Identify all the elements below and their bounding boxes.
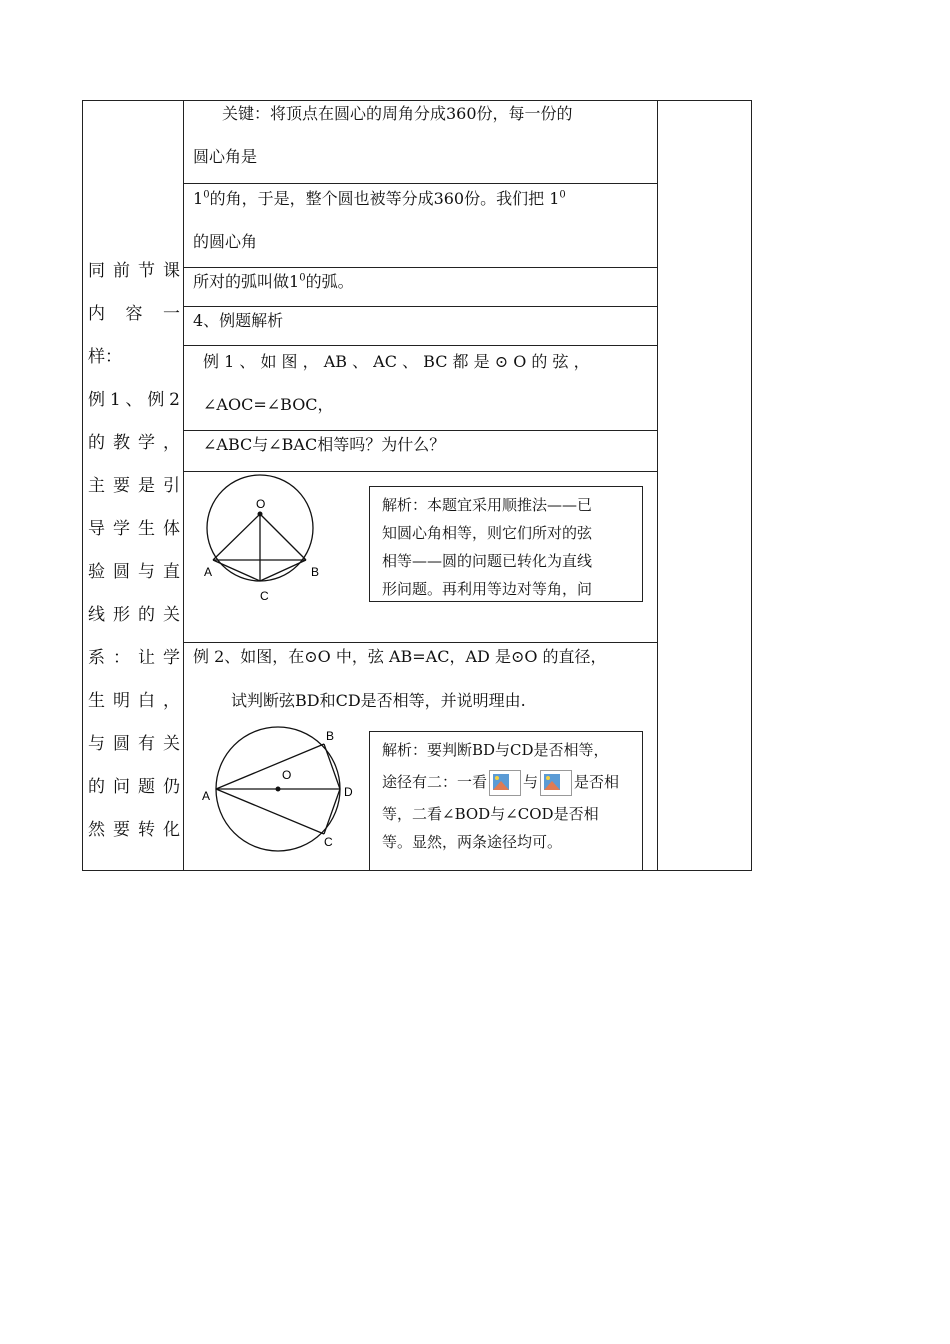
- example1-line1: 例 1 、 如 图 ， AB 、 AC 、 BC 都 是 ⊙ O 的 弦 ，: [203, 352, 590, 371]
- analysis2-line2-start: 途径有二：一看: [382, 773, 488, 791]
- analysis2-line2-end: 是否相: [574, 773, 620, 791]
- left-line: 同前节课: [88, 261, 180, 281]
- degree-number: 1: [193, 189, 204, 208]
- figure1-label-b: B: [311, 565, 320, 579]
- left-line: 的问题仍: [88, 777, 180, 797]
- left-line: 主要是引: [88, 476, 180, 496]
- arc-definition: [193, 272, 354, 292]
- left-line: 导学生体: [88, 519, 180, 539]
- left-line: 样：: [88, 347, 122, 367]
- row-divider: [183, 183, 658, 184]
- left-line: 内 容 一: [88, 304, 180, 324]
- figure2-label-b: B: [326, 729, 335, 743]
- arc-text-end: 的弧。: [305, 272, 354, 291]
- row-divider: [183, 471, 658, 472]
- key-text-line1: 关键：将顶点在圆心的周角分成360份，每一份的: [222, 104, 573, 123]
- column-divider-2: [657, 100, 658, 871]
- column-divider-1: [183, 100, 184, 871]
- analysis2-line4: 等。显然，两条途径均可。: [382, 833, 563, 851]
- row-divider: [183, 642, 658, 643]
- degree-text-line1: [193, 189, 566, 209]
- analysis1-line: 相等——圆的问题已转化为直线: [382, 552, 593, 570]
- broken-image-icon: [489, 770, 521, 796]
- row-divider: [183, 267, 658, 268]
- figure1-label-a: A: [204, 565, 213, 579]
- analysis-box-1: [369, 486, 643, 602]
- analysis-box-2: [369, 731, 643, 871]
- analysis2-line2-mid: 与: [523, 773, 539, 791]
- figure2-label-c: C: [324, 835, 333, 849]
- section-heading: 4、例题解析: [193, 311, 284, 330]
- example1-question: ∠ABC与∠BAC相等吗？为什么？: [203, 435, 446, 454]
- figure1-diagram: [198, 474, 333, 609]
- figure2-label-d: D: [344, 785, 353, 799]
- left-line: 的教学，: [88, 433, 180, 453]
- example1-line2: ∠AOC=∠BOC，: [203, 395, 334, 414]
- figure2-label-o: O: [282, 768, 292, 782]
- degree-text: 的角，于是，整个圆也被等分成360份。我们把 1: [209, 189, 560, 208]
- left-line: 线形的关: [88, 605, 180, 625]
- degree-superscript: 0: [203, 189, 210, 201]
- example2-line1: 例 2、如图，在⊙O 中，弦 AB=AC，AD 是⊙O 的直径，: [193, 647, 607, 666]
- table-right-border: [751, 100, 752, 871]
- left-line: 验圆与直: [88, 562, 180, 582]
- figure2-diagram: [198, 722, 363, 857]
- degree-superscript: 0: [559, 189, 566, 201]
- analysis2-line2: [370, 764, 642, 796]
- arc-superscript: 0: [299, 272, 306, 284]
- analysis2-line3: 等，二看∠BOD与∠COD是否相: [382, 805, 599, 823]
- analysis1-line: 解析：本题宜采用顺推法——已: [382, 496, 593, 514]
- degree-text-line2: 的圆心角: [193, 232, 258, 251]
- left-line: 与圆有关: [88, 734, 180, 754]
- key-text-line2: 圆心角是: [193, 147, 258, 166]
- figure1-label-c: C: [260, 589, 269, 603]
- left-line: 然要转化: [88, 820, 180, 840]
- analysis1-line: 知圆心角相等，则它们所对的弦: [382, 524, 593, 542]
- analysis1-line: 形问题。再利用等边对等角，问: [382, 580, 593, 598]
- figure1-label-o: O: [256, 497, 266, 511]
- analysis2-line1: 解析：要判断BD与CD是否相等，: [382, 741, 609, 759]
- row-divider: [183, 306, 658, 307]
- table-left-border: [82, 100, 83, 871]
- left-line: 系：让学: [88, 648, 180, 668]
- broken-image-icon: [540, 770, 572, 796]
- left-line: 例1、例2: [88, 390, 180, 410]
- left-line: 生明白，: [88, 691, 180, 711]
- row-divider: [183, 345, 658, 346]
- figure2-label-a: A: [202, 789, 211, 803]
- row-divider: [183, 430, 658, 431]
- arc-text: 所对的弧叫做1: [193, 272, 300, 291]
- example2-line2: 试判断弦BD和CD是否相等，并说明理由.: [231, 691, 526, 710]
- left-column-notes: [88, 250, 180, 852]
